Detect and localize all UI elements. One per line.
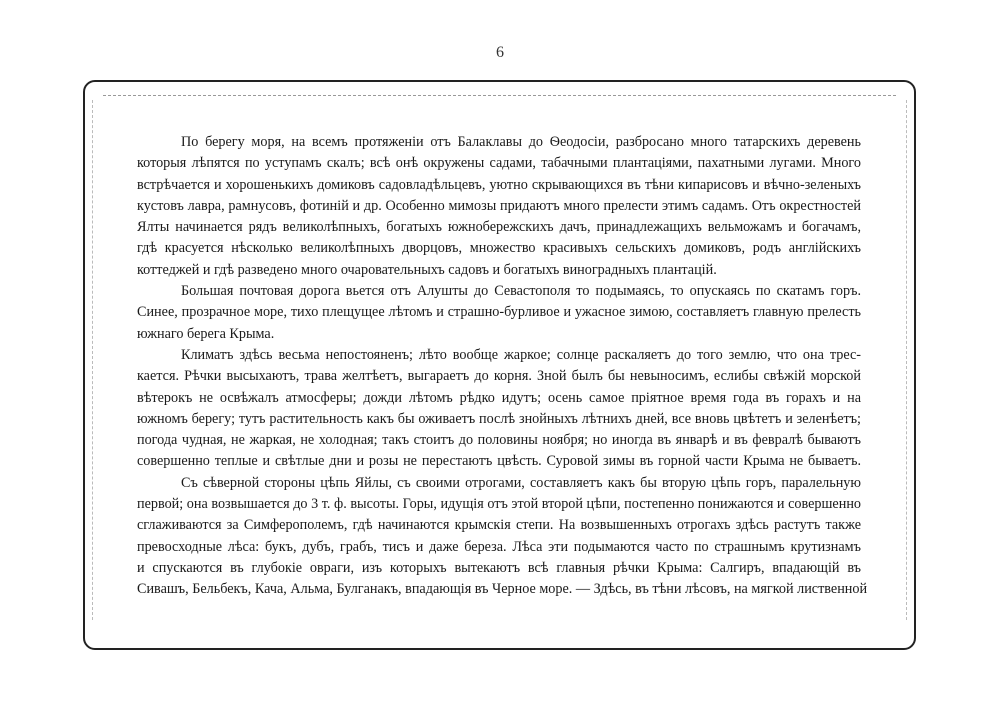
paragraph-climate [137,345,861,473]
text-line: южномъ берегу; тутъ растительность какъ бы оживаетъ послѣ знойныхъ лѣтнихъ дней, все вновь цвѣтетъ и зеленѣетъ; [137,410,861,427]
text-line: Синее, прозрачное море, тихо плещущее лѣтомъ и страшно-бурливое и ужасное зимою, составляетъ главную прелесть [137,304,861,321]
text-line: коттеджей и гдѣ разведено много очаровательныхъ садовъ и богатыхъ виноградныхъ плантацій. [137,261,717,278]
text-line: сглаживаются за Симферополемъ, гдѣ начинаются крымскія степи. На возвышенныхъ отрогахъ здѣсь растутъ также [137,517,861,534]
paragraph-coast [137,132,861,281]
text-line: превосходные лѣса: букъ, дубъ, грабъ, тисъ и даже береза. Лѣса эти подымаются часто по страшнымъ крутизнамъ [137,538,861,555]
text-line: и спускаются въ глубокіе овраги, изъ которыхъ вытекаютъ всѣ главныя рѣчки Крыма: Салгиръ, впадающій въ [137,559,861,576]
text-line: Климатъ здѣсь весьма непостояненъ; лѣто вообще жаркое; солнце раскаляетъ до того землю, что она трес- [181,346,861,363]
paragraph-road [137,281,861,345]
text-line: Большая почтовая дорога вьется отъ Алушты до Севастополя то подымаясь, то опускаясь по скатамъ горъ. [181,283,861,300]
text-line: встрѣчается и хорошенькихъ домиковъ садовладѣльцевъ, уютно скрывающихся въ тѣни кипарисовъ и вѣчно-зеленыхъ [137,176,861,193]
text-line: первой; она возвышается до 3 т. ф. высоты. Горы, идущія отъ этой второй цѣпи, постепенно понижаются и совершенно [137,496,861,513]
text-line: вѣтерокъ не освѣжалъ атмосферы; дожди лѣтомъ рѣдко идутъ; осень самое пріятное время года въ горахъ и на [137,389,861,406]
body-text [137,132,868,601]
text-line: По берегу моря, на всемъ протяженіи отъ Балаклавы до Ѳеодосіи, разбросано много татарскихъ деревень [181,134,861,150]
text-line: гдѣ красуется нѣсколько великолѣпныхъ дворцовъ, множество красивыхъ сельскихъ домиковъ, родъ англійскихъ [137,240,861,257]
text-line: Сивашъ, Бельбекъ, Кача, Альма, Булганакъ, впадающія въ Черное море. — Здѣсь, въ тѣни лѣсовъ, на мягкой лиственной [137,581,868,598]
text-line: Ялты начинается рядъ великолѣпныхъ, богатыхъ южнобережскихъ дачъ, принадлежащихъ вельможамъ и богачамъ, [137,219,861,236]
text-line: южнаго берега Крыма. [137,325,275,342]
text-line: кается. Рѣчки высыхаютъ, трава желтѣетъ, выгараетъ до корня. Зной былъ бы невыносимъ, еслибы свѣжій морской [137,368,861,385]
page-number: 6 [496,44,504,61]
text-line: совершенно теплые и свѣтлые дни и розы не перестаютъ цвѣсть. Суровой зимы въ горной части Крыма не бываетъ. [137,453,861,470]
paragraph-mountains [137,473,868,601]
left-faint-rule [92,100,93,620]
text-line: Съ сѣверной стороны цѣпь Яйлы, съ своими отрогами, составляетъ какъ бы вторую цѣпь горъ, паралельную [181,474,861,491]
text-line: погода чудная, не жаркая, не холодная; такъ стоитъ до половины ноября; но иногда въ январѣ и въ февралѣ бываютъ [137,432,861,449]
top-dashed-rule [103,95,896,96]
text-line: кустовъ лавра, рамнусовъ, фотиній и др. Особенно мимозы придаютъ много прелести этимъ садамъ. Отъ окрестностей [137,197,861,214]
text-line: которыя лѣпятся по уступамъ скалъ; всѣ онѣ окружены садами, табачными плантаціями, пахатными лугами. Много [137,155,861,172]
right-faint-rule [906,100,907,620]
